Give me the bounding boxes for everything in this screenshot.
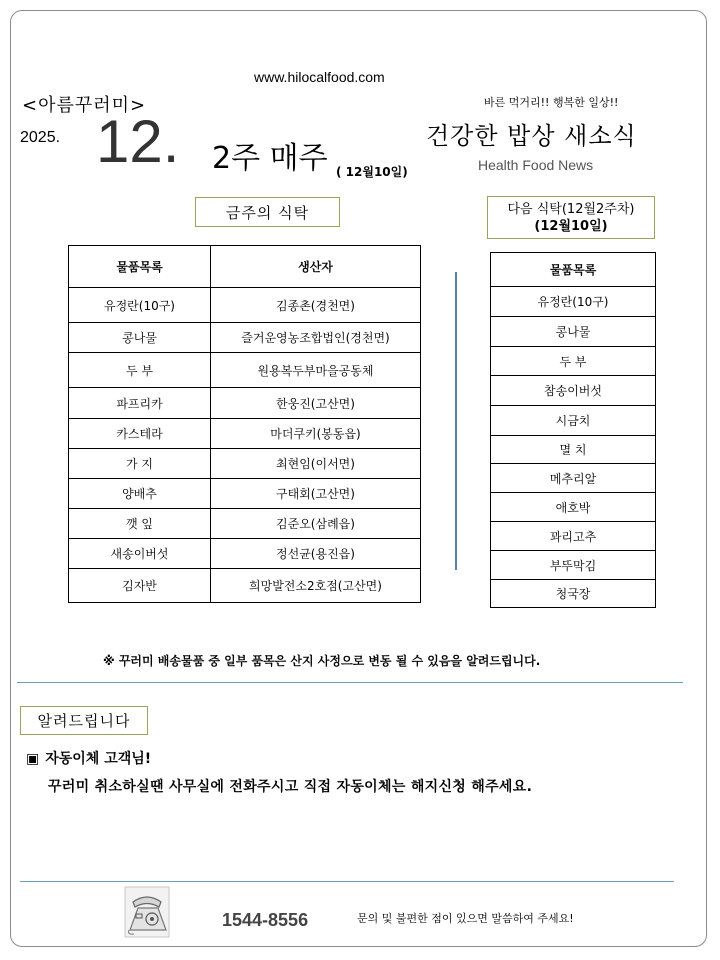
- table-row: [69, 569, 421, 603]
- item-cell: 시금치: [491, 406, 656, 436]
- list-item: [491, 464, 656, 493]
- this-week-label-text: 금주의 식탁: [225, 203, 310, 222]
- item-cell: 가 지: [69, 449, 211, 479]
- item-cell: 멸 치: [491, 436, 656, 464]
- list-item: [491, 436, 656, 464]
- news-title: 건강한 밥상 새소식: [426, 122, 637, 150]
- announcement-title: [26, 748, 151, 768]
- column-header-items: 물품목록: [491, 253, 656, 287]
- item-cell: 꽈리고추: [491, 522, 656, 551]
- producer-cell: 김준오(삼례읍): [211, 509, 421, 539]
- separator-line: [20, 881, 674, 882]
- table-row: [69, 419, 421, 449]
- divider-line: [455, 272, 457, 570]
- list-item: [491, 287, 656, 317]
- month-number: 12.: [96, 108, 180, 175]
- separator-line: [17, 682, 683, 683]
- list-item: [491, 317, 656, 347]
- this-week-label: [195, 197, 340, 227]
- table-row: [69, 353, 421, 388]
- item-cell: 두 부: [69, 353, 211, 388]
- notice-text: ※ 꾸러미 배송물품 중 일부 품목은 산지 사정으로 변동 될 수 있음을 알려드립니다.: [103, 654, 541, 668]
- producer-cell: 마더쿠키(봉동읍): [211, 419, 421, 449]
- producer-cell: 한웅진(고산면): [211, 388, 421, 419]
- next-week-table: [490, 252, 656, 608]
- list-item: [491, 522, 656, 551]
- item-cell: 콩나물: [491, 317, 656, 347]
- list-item: [491, 493, 656, 522]
- item-cell: 유정란(10구): [491, 287, 656, 317]
- this-week-table: [68, 245, 421, 603]
- list-item: [491, 580, 656, 608]
- list-item: [491, 347, 656, 376]
- table-row: [69, 323, 421, 353]
- item-cell: 새송이버섯: [69, 539, 211, 569]
- news-subtitle: Health Food News: [478, 157, 594, 173]
- list-item: [491, 551, 656, 580]
- item-cell: 메추리알: [491, 464, 656, 493]
- table-header-row: [491, 253, 656, 287]
- announcement-label: [20, 706, 148, 735]
- list-item: [491, 376, 656, 406]
- table-row: [69, 388, 421, 419]
- producer-cell: 구태회(고산면): [211, 479, 421, 509]
- item-cell: 깻 잎: [69, 509, 211, 539]
- square-bullet-icon: ▣: [26, 751, 40, 767]
- item-cell: 양배추: [69, 479, 211, 509]
- phone-number: 1544-8556: [222, 910, 309, 930]
- item-cell: 애호박: [491, 493, 656, 522]
- brand-name: <아름꾸러미>: [22, 95, 147, 116]
- producer-cell: 김종촌(경천면): [211, 288, 421, 323]
- contact-text: 문의 및 불편한 점이 있으면 말씀하여 주세요!: [357, 912, 574, 925]
- week-date: ( 12월10일): [336, 165, 408, 179]
- producer-cell: 희망발전소2호점(고산면): [211, 569, 421, 603]
- item-cell: 참송이버섯: [491, 376, 656, 406]
- announcement-label-text: 알려드립니다: [37, 712, 131, 730]
- slogan: 바른 먹거리!! 행복한 일상!!: [484, 96, 619, 109]
- table-row: [69, 509, 421, 539]
- next-week-label-text: 다음 식탁(12월2주차): [507, 201, 635, 217]
- table-row: [69, 539, 421, 569]
- item-cell: 카스테라: [69, 419, 211, 449]
- producer-cell: 정선균(용진읍): [211, 539, 421, 569]
- column-header-producer: 생산자: [211, 246, 421, 288]
- producer-cell: 최현임(이서면): [211, 449, 421, 479]
- telephone-icon: [124, 886, 170, 938]
- column-header-items: 물품목록: [69, 246, 211, 288]
- item-cell: 청국장: [491, 580, 656, 608]
- table-row: [69, 479, 421, 509]
- year-label: 2025.: [20, 129, 61, 146]
- producer-cell: 원용복두부마을공동체: [211, 353, 421, 388]
- item-cell: 두 부: [491, 347, 656, 376]
- table-header-row: [69, 246, 421, 288]
- website-url: www.hilocalfood.com: [254, 69, 385, 85]
- week-label: 2주 매주: [212, 141, 328, 176]
- next-week-label: [487, 196, 655, 239]
- list-item: [491, 406, 656, 436]
- announcement-title-text: 자동이체 고객님!: [45, 751, 152, 767]
- next-week-date: (12월10일): [534, 218, 608, 234]
- item-cell: 콩나물: [69, 323, 211, 353]
- table-row: [69, 288, 421, 323]
- table-row: [69, 449, 421, 479]
- item-cell: 부뚜막김: [491, 551, 656, 580]
- announcement-body: 꾸러미 취소하실땐 사무실에 전화주시고 직접 자동이체는 해지신청 해주세요.: [48, 779, 533, 795]
- producer-cell: 즐거운영농조합법인(경천면): [211, 323, 421, 353]
- item-cell: 파프리카: [69, 388, 211, 419]
- item-cell: 유정란(10구): [69, 288, 211, 323]
- item-cell: 김자반: [69, 569, 211, 603]
